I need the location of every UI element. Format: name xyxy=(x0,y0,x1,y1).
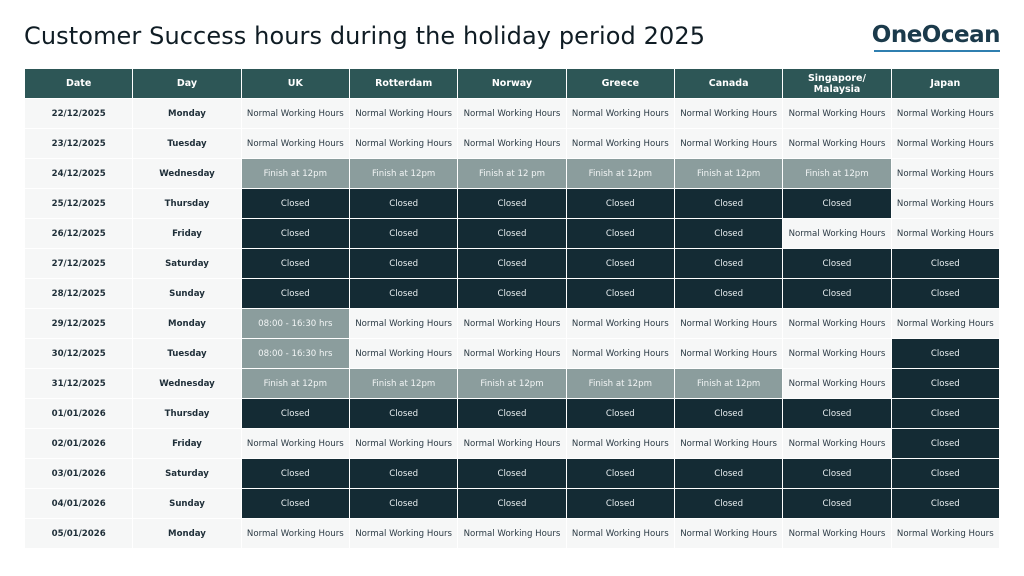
hours-cell: Normal Working Hours xyxy=(783,519,890,548)
hours-cell: Closed xyxy=(242,219,349,248)
hours-cell: Closed xyxy=(567,219,674,248)
hours-cell: Finish at 12pm xyxy=(783,159,890,188)
date-cell: 24/12/2025 xyxy=(25,159,132,188)
date-cell: 01/01/2026 xyxy=(25,399,132,428)
table-header-row xyxy=(25,69,999,98)
hours-cell: Closed xyxy=(242,489,349,518)
hours-cell: 08:00 - 16:30 hrs xyxy=(242,339,349,368)
date-cell: 03/01/2026 xyxy=(25,459,132,488)
date-cell: 04/01/2026 xyxy=(25,489,132,518)
hours-cell: Normal Working Hours xyxy=(892,219,999,248)
hours-cell: Normal Working Hours xyxy=(783,309,890,338)
day-cell: Wednesday xyxy=(133,159,240,188)
hours-cell: Closed xyxy=(242,189,349,218)
date-cell: 23/12/2025 xyxy=(25,129,132,158)
hours-cell: Closed xyxy=(242,399,349,428)
page-title: Customer Success hours during the holiday period 2025 xyxy=(24,22,706,50)
hours-cell: Closed xyxy=(783,459,890,488)
hours-cell: Closed xyxy=(458,219,565,248)
table-row xyxy=(25,309,999,338)
hours-cell: Closed xyxy=(242,249,349,278)
hours-cell: Closed xyxy=(567,189,674,218)
column-header-rotterdam: Rotterdam xyxy=(350,69,457,98)
hours-cell: Normal Working Hours xyxy=(458,309,565,338)
hours-cell: Closed xyxy=(892,429,999,458)
hours-cell: Normal Working Hours xyxy=(892,99,999,128)
table-row xyxy=(25,339,999,368)
hours-cell: Normal Working Hours xyxy=(350,309,457,338)
hours-cell: Closed xyxy=(675,489,782,518)
table-row xyxy=(25,489,999,518)
hours-cell: Normal Working Hours xyxy=(892,159,999,188)
column-header-greece: Greece xyxy=(567,69,674,98)
date-cell: 22/12/2025 xyxy=(25,99,132,128)
hours-cell: Normal Working Hours xyxy=(783,369,890,398)
hours-cell: Closed xyxy=(350,459,457,488)
hours-cell: Closed xyxy=(350,219,457,248)
hours-cell: Closed xyxy=(350,399,457,428)
hours-cell: Closed xyxy=(567,249,674,278)
hours-cell: Closed xyxy=(892,339,999,368)
date-cell: 26/12/2025 xyxy=(25,219,132,248)
hours-cell: Closed xyxy=(675,219,782,248)
hours-cell: Finish at 12pm xyxy=(242,369,349,398)
day-cell: Monday xyxy=(133,519,240,548)
table-row xyxy=(25,429,999,458)
hours-cell: Closed xyxy=(892,279,999,308)
hours-cell: Normal Working Hours xyxy=(783,129,890,158)
hours-cell: Finish at 12pm xyxy=(458,369,565,398)
date-cell: 27/12/2025 xyxy=(25,249,132,278)
table-row xyxy=(25,399,999,428)
hours-cell: Normal Working Hours xyxy=(458,519,565,548)
date-cell: 25/12/2025 xyxy=(25,189,132,218)
day-cell: Sunday xyxy=(133,279,240,308)
hours-cell: Closed xyxy=(675,279,782,308)
hours-cell: Normal Working Hours xyxy=(675,129,782,158)
hours-cell: Normal Working Hours xyxy=(892,189,999,218)
hours-cell: Closed xyxy=(783,189,890,218)
day-cell: Friday xyxy=(133,219,240,248)
hours-cell: Normal Working Hours xyxy=(892,519,999,548)
column-header-singapore-malaysia: Singapore/ Malaysia xyxy=(783,69,890,98)
hours-cell: Normal Working Hours xyxy=(350,99,457,128)
column-header-day: Day xyxy=(133,69,240,98)
hours-cell: Normal Working Hours xyxy=(567,339,674,368)
hours-cell: Closed xyxy=(783,489,890,518)
table-row xyxy=(25,159,999,188)
hours-cell: Closed xyxy=(567,489,674,518)
hours-cell: Normal Working Hours xyxy=(567,519,674,548)
table-row xyxy=(25,459,999,488)
oneocean-logo xyxy=(872,22,1000,48)
hours-cell: Closed xyxy=(350,489,457,518)
date-cell: 31/12/2025 xyxy=(25,369,132,398)
table-body xyxy=(25,99,999,548)
table-row xyxy=(25,279,999,308)
table-row xyxy=(25,99,999,128)
day-cell: Friday xyxy=(133,429,240,458)
date-cell: 29/12/2025 xyxy=(25,309,132,338)
date-cell: 28/12/2025 xyxy=(25,279,132,308)
column-header-canada: Canada xyxy=(675,69,782,98)
column-header-uk: UK xyxy=(242,69,349,98)
hours-cell: Normal Working Hours xyxy=(242,519,349,548)
hours-cell: Normal Working Hours xyxy=(458,339,565,368)
day-cell: Saturday xyxy=(133,459,240,488)
hours-cell: Closed xyxy=(567,459,674,488)
hours-cell: Finish at 12pm xyxy=(567,159,674,188)
hours-cell: Closed xyxy=(783,399,890,428)
hours-cell: Normal Working Hours xyxy=(350,519,457,548)
hours-cell: Finish at 12pm xyxy=(350,159,457,188)
hours-cell: Normal Working Hours xyxy=(892,129,999,158)
hours-cell: Normal Working Hours xyxy=(242,99,349,128)
day-cell: Monday xyxy=(133,309,240,338)
hours-cell: Closed xyxy=(242,279,349,308)
hours-cell: Normal Working Hours xyxy=(567,429,674,458)
day-cell: Tuesday xyxy=(133,129,240,158)
hours-cell: Closed xyxy=(783,279,890,308)
hours-cell: Closed xyxy=(458,489,565,518)
hours-cell: Closed xyxy=(242,459,349,488)
hours-cell: Normal Working Hours xyxy=(458,429,565,458)
hours-cell: Closed xyxy=(892,459,999,488)
hours-cell: Normal Working Hours xyxy=(458,129,565,158)
column-header-date: Date xyxy=(25,69,132,98)
hours-cell: Finish at 12pm xyxy=(567,369,674,398)
hours-cell: Normal Working Hours xyxy=(242,129,349,158)
table-row xyxy=(25,189,999,218)
hours-cell: Normal Working Hours xyxy=(783,99,890,128)
hours-cell: Normal Working Hours xyxy=(567,129,674,158)
hours-cell: Closed xyxy=(458,459,565,488)
day-cell: Saturday xyxy=(133,249,240,278)
day-cell: Wednesday xyxy=(133,369,240,398)
hours-cell: Closed xyxy=(350,189,457,218)
hours-cell: Closed xyxy=(458,249,565,278)
hours-cell: Closed xyxy=(892,249,999,278)
logo-underline xyxy=(874,50,1000,52)
hours-cell: Normal Working Hours xyxy=(242,429,349,458)
hours-cell: Closed xyxy=(892,489,999,518)
hours-cell: Closed xyxy=(892,369,999,398)
hours-cell: Closed xyxy=(675,249,782,278)
column-header-norway: Norway xyxy=(458,69,565,98)
hours-cell: Closed xyxy=(675,189,782,218)
hours-cell: Closed xyxy=(892,399,999,428)
hours-cell: Normal Working Hours xyxy=(783,339,890,368)
hours-cell: Finish at 12pm xyxy=(675,369,782,398)
hours-cell: Closed xyxy=(350,249,457,278)
table-row xyxy=(25,519,999,548)
hours-cell: Normal Working Hours xyxy=(675,339,782,368)
table-row xyxy=(25,219,999,248)
hours-cell: Normal Working Hours xyxy=(567,99,674,128)
hours-cell: Normal Working Hours xyxy=(783,219,890,248)
hours-cell: Normal Working Hours xyxy=(675,99,782,128)
hours-cell: Normal Working Hours xyxy=(675,309,782,338)
hours-cell: Normal Working Hours xyxy=(350,339,457,368)
hours-cell: Normal Working Hours xyxy=(675,429,782,458)
logo-text: OneOcean xyxy=(871,22,1000,48)
date-cell: 02/01/2026 xyxy=(25,429,132,458)
table-row xyxy=(25,129,999,158)
day-cell: Tuesday xyxy=(133,339,240,368)
hours-cell: Closed xyxy=(675,459,782,488)
hours-cell: Finish at 12pm xyxy=(242,159,349,188)
hours-cell: Closed xyxy=(458,399,565,428)
hours-cell: Closed xyxy=(458,279,565,308)
hours-cell: Normal Working Hours xyxy=(892,309,999,338)
holiday-hours-table xyxy=(24,68,1000,549)
day-cell: Sunday xyxy=(133,489,240,518)
day-cell: Thursday xyxy=(133,189,240,218)
column-header-japan: Japan xyxy=(892,69,999,98)
hours-cell: Closed xyxy=(567,399,674,428)
day-cell: Monday xyxy=(133,99,240,128)
date-cell: 05/01/2026 xyxy=(25,519,132,548)
hours-cell: Normal Working Hours xyxy=(675,519,782,548)
hours-cell: Closed xyxy=(350,279,457,308)
hours-cell: Closed xyxy=(675,399,782,428)
hours-cell: Normal Working Hours xyxy=(458,99,565,128)
hours-cell: Normal Working Hours xyxy=(567,309,674,338)
table-row xyxy=(25,369,999,398)
hours-cell: Finish at 12pm xyxy=(675,159,782,188)
hours-cell: Finish at 12 pm xyxy=(458,159,565,188)
hours-cell: Normal Working Hours xyxy=(350,129,457,158)
hours-cell: Finish at 12pm xyxy=(350,369,457,398)
hours-cell: 08:00 - 16:30 hrs xyxy=(242,309,349,338)
table-row xyxy=(25,249,999,278)
hours-cell: Closed xyxy=(458,189,565,218)
hours-cell: Normal Working Hours xyxy=(783,429,890,458)
hours-cell: Closed xyxy=(567,279,674,308)
date-cell: 30/12/2025 xyxy=(25,339,132,368)
hours-cell: Normal Working Hours xyxy=(350,429,457,458)
day-cell: Thursday xyxy=(133,399,240,428)
hours-cell: Closed xyxy=(783,249,890,278)
